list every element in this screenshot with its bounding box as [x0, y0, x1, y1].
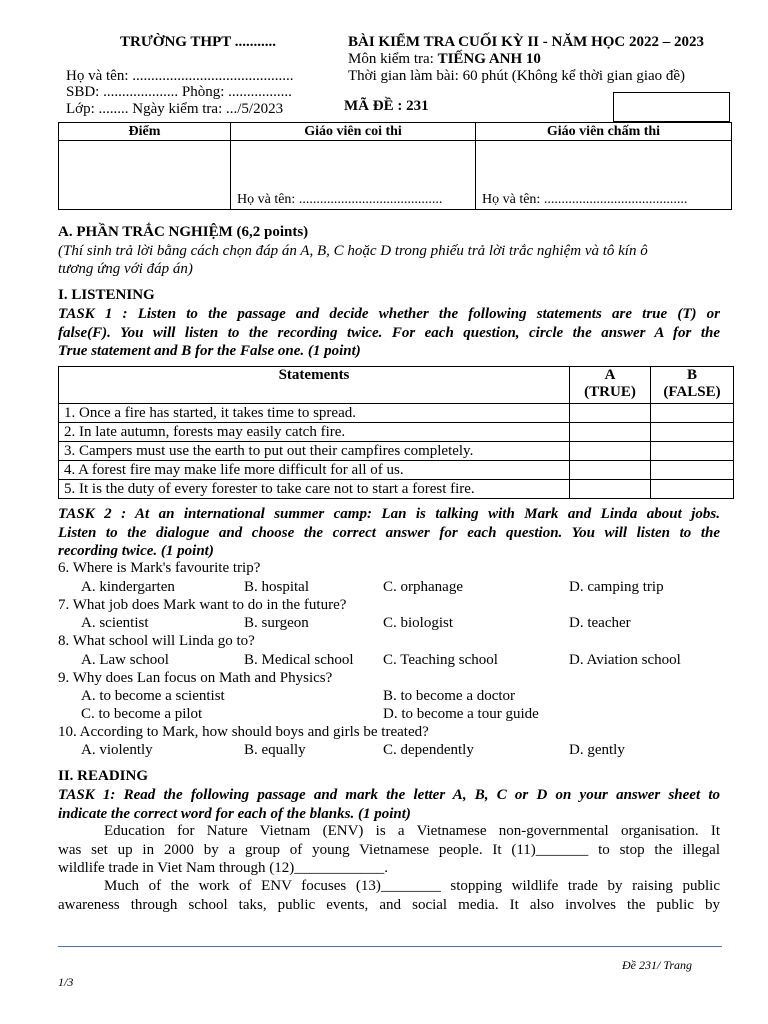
- answer-cell-a[interactable]: [570, 461, 651, 480]
- listening-title: I. LISTENING: [58, 287, 155, 303]
- q8-option-a[interactable]: A. Law school: [81, 652, 169, 668]
- time-line: Thời gian làm bài: 60 phút (Không kể thời gian giao đề): [348, 68, 686, 84]
- q6-option-c[interactable]: C. orphanage: [383, 579, 463, 595]
- q10-option-a[interactable]: A. violently: [81, 742, 153, 758]
- footer-page-label: Đề 231/ Trang: [622, 958, 693, 972]
- answer-cell-a[interactable]: [570, 404, 651, 423]
- code-box: [613, 92, 730, 122]
- grader-cell: [476, 141, 732, 210]
- invigilator-name: Họ và tên: .........................................: [237, 192, 443, 207]
- p1-line-3: wildlife trade in Viet Nam through (12)____________.: [58, 860, 389, 876]
- reading-task1-line-1: TASK 1: Read the following passage and mark the letter A, B, C or D on your answer sheet to: [58, 787, 720, 803]
- true-header: [570, 367, 651, 404]
- subject-line: [348, 51, 541, 68]
- task2-line-2: Listen to the dialogue and choose the correct answer for each question. You will listen to the: [58, 524, 720, 541]
- passage-paragraph-2: [58, 877, 720, 914]
- exam-code: MÃ ĐỀ : 231: [344, 98, 429, 114]
- q8-option-b[interactable]: B. Medical school: [244, 652, 354, 668]
- grader-header: Giáo viên chấm thi: [476, 123, 732, 141]
- q7-option-b[interactable]: B. surgeon: [244, 615, 309, 631]
- q10-option-c[interactable]: C. dependently: [383, 742, 474, 758]
- table-row: [59, 442, 734, 461]
- question-10: 10. According to Mark, how should boys and girls be treated?: [58, 724, 429, 740]
- statement-1: 1. Once a fire has started, it takes time to spread.: [59, 404, 570, 423]
- p1-line-1: Education for Nature Vietnam (ENV) is a Vietnamese non-governmental organisation. It: [104, 823, 720, 839]
- q9-option-b[interactable]: B. to become a doctor: [383, 688, 516, 704]
- score-header: Điểm: [59, 123, 231, 141]
- table-row: [59, 480, 734, 499]
- false-header: [651, 367, 734, 404]
- sbd-room-line: SBD: .................... Phòng: .................: [66, 84, 292, 100]
- table-row: [59, 461, 734, 480]
- reading-title: II. READING: [58, 768, 149, 784]
- class-date-line: Lớp: ........ Ngày kiểm tra: .../5/2023: [66, 101, 284, 117]
- q8-option-d[interactable]: D. Aviation school: [569, 652, 681, 668]
- section-a-note-1: (Thí sinh trả lời bằng cách chọn đáp án A, B, C hoặc D trong phiếu trả lời trắc nghiệm và tô kín ô: [58, 243, 648, 259]
- subject-label: Môn kiểm tra:: [348, 51, 434, 67]
- q10-option-d[interactable]: D. gently: [569, 742, 625, 758]
- statements-table: [58, 366, 734, 499]
- question-6: 6. Where is Mark's favourite trip?: [58, 560, 261, 576]
- task2-instructions: [58, 505, 720, 561]
- score-cell: [59, 141, 231, 210]
- task2-line-3: recording twice. (1 point): [58, 543, 214, 559]
- q7-option-c[interactable]: C. biologist: [383, 615, 454, 631]
- true-header-label: (TRUE): [584, 384, 636, 400]
- p2-line-1: Much of the work of ENV focuses (13)________ stopping wildlife trade by raising public: [104, 878, 720, 894]
- p1-line-2: was set up in 2000 by a group of young Vietnamese people. It (11)_______ to stop the illegal: [58, 841, 720, 858]
- task1-instructions: [58, 305, 720, 361]
- q6-option-d[interactable]: D. camping trip: [569, 579, 664, 595]
- statement-2: 2. In late autumn, forests may easily catch fire.: [59, 423, 570, 442]
- q7-option-a[interactable]: A. scientist: [81, 615, 149, 631]
- q8-option-c[interactable]: C. Teaching school: [383, 652, 498, 668]
- q10-option-b[interactable]: B. equally: [244, 742, 306, 758]
- footer-page-number: 1/3: [58, 975, 74, 989]
- question-9: 9. Why does Lan focus on Math and Physics?: [58, 670, 333, 686]
- invigilator-header: Giáo viên coi thi: [231, 123, 476, 141]
- answer-cell-a[interactable]: [570, 423, 651, 442]
- section-a-title: A. PHẦN TRẮC NGHIỆM (6,2 points): [58, 224, 309, 240]
- section-a-note-2: tương ứng với đáp án): [58, 261, 193, 277]
- answer-cell-a[interactable]: [570, 442, 651, 461]
- question-7: 7. What job does Mark want to do in the future?: [58, 597, 347, 613]
- footer-divider: [58, 946, 722, 947]
- false-header-label: (FALSE): [663, 384, 721, 400]
- answer-cell-b[interactable]: [651, 423, 734, 442]
- statement-3: 3. Campers must use the earth to put out their campfires completely.: [59, 442, 570, 461]
- invigilator-cell: [231, 141, 476, 210]
- table-row: [59, 404, 734, 423]
- q7-option-d[interactable]: D. teacher: [569, 615, 631, 631]
- answer-cell-b[interactable]: [651, 461, 734, 480]
- passage-paragraph-1: [58, 822, 720, 878]
- statement-4: 4. A forest fire may make life more difficult for all of us.: [59, 461, 570, 480]
- answer-cell-b[interactable]: [651, 480, 734, 499]
- false-header-letter: B: [686, 367, 697, 383]
- q9-option-c[interactable]: C. to become a pilot: [81, 706, 203, 722]
- statement-5: 5. It is the duty of every forester to take care not to start a forest fire.: [59, 480, 570, 499]
- answer-cell-b[interactable]: [651, 442, 734, 461]
- task2-line-1: TASK 2 : At an international summer camp: Lan is talking with Mark and Linda about jobs.: [58, 506, 720, 522]
- answer-cell-b[interactable]: [651, 404, 734, 423]
- question-8: 8. What school will Linda go to?: [58, 633, 255, 649]
- task1-line-2: false(F). You will listen to the recording twice. For each question, circle the answer A for the: [58, 324, 720, 341]
- reading-task1-line-2: indicate the correct word for each of the blanks. (1 point): [58, 805, 411, 822]
- answer-cell-a[interactable]: [570, 480, 651, 499]
- reading-task1-instructions: [58, 786, 720, 823]
- table-row: [59, 423, 734, 442]
- task1-line-3: True statement and B for the False one. (1 point): [58, 343, 361, 359]
- q6-option-a[interactable]: A. kindergarten: [81, 579, 175, 595]
- q9-option-d[interactable]: D. to become a tour guide: [383, 706, 539, 722]
- grader-name: Họ và tên: .........................................: [482, 192, 688, 207]
- score-table: [58, 122, 732, 210]
- exam-title: BÀI KIỂM TRA CUỐI KỲ II - NĂM HỌC 2022 – 2023: [348, 34, 704, 50]
- p2-line-2: awareness through school taks, public events, and social media. It also involves the public by: [58, 896, 720, 913]
- school-name: TRƯỜNG THPT ...........: [120, 34, 276, 50]
- task1-line-1: TASK 1 : Listen to the passage and decide whether the following statements are true (T) or: [58, 306, 720, 322]
- student-name-line: Họ và tên: ...........................................: [66, 68, 294, 84]
- q6-option-b[interactable]: B. hospital: [244, 579, 310, 595]
- statements-header: Statements: [59, 367, 570, 404]
- subject-name: TIẾNG ANH 10: [437, 51, 541, 67]
- q9-option-a[interactable]: A. to become a scientist: [81, 688, 225, 704]
- true-header-letter: A: [604, 367, 616, 383]
